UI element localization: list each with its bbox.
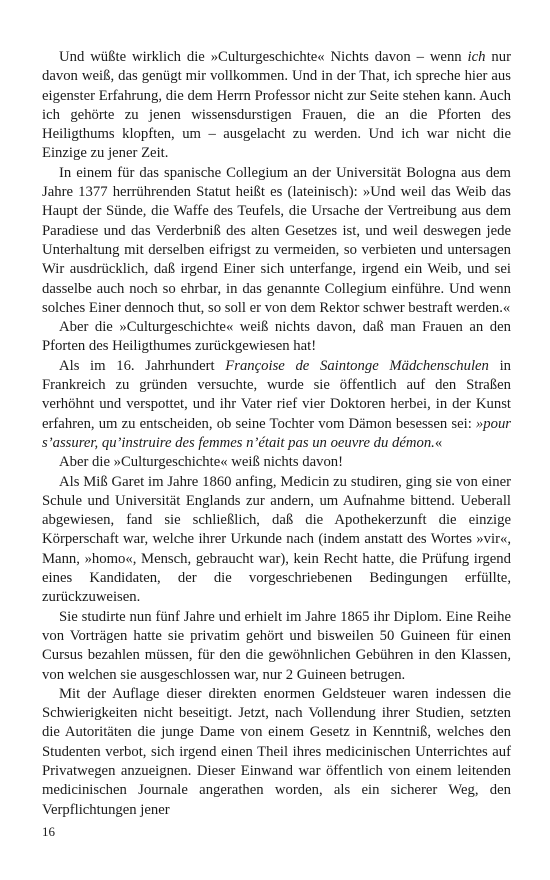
page-number: 16 xyxy=(42,824,55,839)
paragraph xyxy=(42,473,511,608)
paragraph xyxy=(42,608,511,685)
paragraph xyxy=(42,685,511,820)
paragraph xyxy=(42,48,511,164)
text-run: Als im 16. Jahrhundert xyxy=(59,357,226,374)
page-text xyxy=(42,48,511,820)
text-run: « xyxy=(434,434,443,451)
text-run: nur davon weiß, das genügt mir vollkommen. Und in der That, ich spreche hier aus eigenster Erfahrung, die dem Herrn Professor nicht zur Seite stehen kann. Auch ich gehörte zu jenen wissensdurstigen Frauen, die an die Pforten des Heiligthums klopften, um – ausgelacht zu werden. Und ich war nicht die Einzige zu jener Zeit. xyxy=(42,49,511,162)
text-run: Und wüßte wirklich die »Culturgeschichte« Nichts davon – wenn xyxy=(59,49,468,65)
text-run: In einem für das spanische Collegium an der Universität Bologna aus dem Jahre 1377 herrührenden Statut heißt es (lateinisch): »Und weil das Weib das Haupt der Sünde, die Waffe des Teufels, die Ursache der Vertreibung aus dem Paradiese und das Verderbniß des alten Gesetzes ist, und weil deswegen jede Unterhaltung mit derselben eifrigst zu vermeiden, so verbieten und untersagen Wir ausdrücklich, daß irgend Einer sich unterfange, irgend ein Weib, und sei dasselbe auch noch so ehrbar, in das genannte Collegium einführe. Und wenn solches Einer dennoch thut, so soll er von dem Rektor schwer bestraft werden.« xyxy=(42,164,511,316)
text-run: Sie studirte nun fünf Jahre und erhielt im Jahre 1865 ihr Diplom. Eine Reihe von Vorträgen hatte sie privatim gehört und bisweilen 50 Guineen für einen Cursus bezahlen müssen, für den die gewöhnlichen Gebühren in den Klassen, von welchen sie ausgeschlossen war, nur 2 Guineen betrugen. xyxy=(42,608,511,683)
text-run: Als Miß Garet im Jahre 1860 anfing, Medicin zu studiren, ging sie von einer Schule und Universität Englands zur andern, um Aufnahme bittend. Ueberall abgewiesen, fand sie schließlich, daß die Apothekerzunft die einzige Körperschaft war, welche ihrer Urkunde nach (indem anstatt des Wortes »vir«, Mann, »homo«, Mensch, gebraucht war), kein Recht hatte, die Prüfung irgend eines Kandidaten, der die vorgeschriebenen Bedingungen erfüllte, zurückzuweisen. xyxy=(42,473,511,606)
paragraph xyxy=(42,453,511,472)
italic-text: Françoise de Saintonge Mädchenschulen xyxy=(225,357,489,374)
text-run: Mit der Auflage dieser direkten enormen Geldsteuer waren indessen die Schwierigkeiten nicht beseitigt. Jetzt, nach Vollendung ihrer Studien, setzten die Autoritäten die junge Dame von einem Gesetz in Kenntniß, welches den Studenten verbot, sich irgend einen Theil ihres medicinischen Unterrichtes auf Privatwegen anzueignen. Dieser Einwand war öffentlich von einem leitenden medicinischen Journale angerathen worden, als ein sicherer Weg, den Verpflichtungen jener xyxy=(42,685,511,818)
paragraph xyxy=(42,357,511,453)
text-run: Aber die »Culturgeschichte« weiß nichts davon, daß man Frauen an den Pforten des Heiligthumes zurückgewiesen hat! xyxy=(42,319,511,355)
paragraph xyxy=(42,164,511,318)
text-run: in Frankreich zu gründen versuchte, wurde sie öffentlich auf den Straßen verhöhnt und verspottet, und ihr Vater rief vier Doktoren herbei, in der Kunst erfahren, um zu entscheiden, ob seine Tochter vom Dämon besessen sei: xyxy=(42,357,511,432)
paragraph xyxy=(42,318,511,357)
italic-text: »pour s’assurer, qu’instruire des femmes n’était pas un oeuvre du démon. xyxy=(42,415,511,451)
text-run: Aber die »Culturgeschichte« weiß nichts davon! xyxy=(59,454,344,471)
italic-text: ich xyxy=(467,49,486,65)
